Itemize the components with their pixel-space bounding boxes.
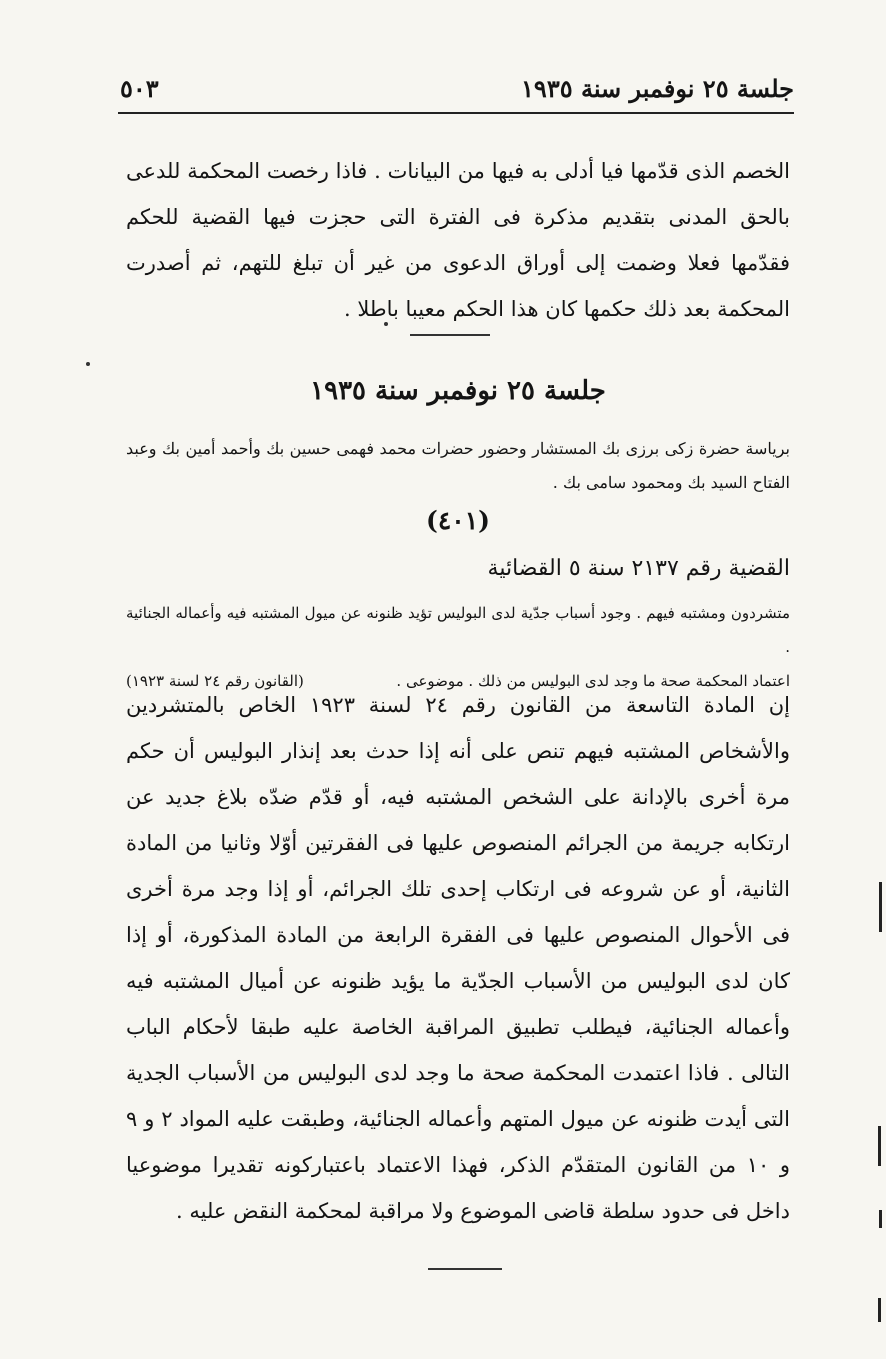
scan-edge-mark [878, 1298, 881, 1322]
case-number: (٤٠١) [426, 506, 490, 535]
print-speck [384, 322, 388, 326]
previous-judgment-paragraph: الخصم الذى قدّمها فيا أدلى به فيها من البيانات . فاذا رخصت المحكمة للدعى بالحق المدنى بتقديم مذكرة فى الفترة التى حجزت فيها القضية للحكم فقدّمها فعلا وضمت إلى أوراق الدعوى من غير أن تبلغ للتهم، ثم أصدرت المحكمة بعد ذلك حكمها كان هذا الحكم معيبا باطلا . [126, 159, 790, 321]
section-divider [410, 334, 490, 336]
case-reference: القضية رقم ٢١٣٧ سنة ٥ القضائية [487, 556, 790, 581]
running-header [120, 66, 794, 110]
end-divider [428, 1268, 502, 1270]
session-title: جلسة ٢٥ نوفمبر سنة ١٩٣٥ [310, 376, 606, 406]
header-rule [118, 112, 794, 114]
scan-edge-mark [878, 1126, 881, 1166]
headnote-line: متشردون ومشتبه فيهم . وجود أسباب جدّية لدى البوليس تؤيد ظنونه عن ميول المشتبه فيه وأعماله الجنائية . [126, 604, 790, 656]
judgment-paragraph: إن المادة التاسعة من القانون رقم ٢٤ لسنة ١٩٢٣ الخاص بالمتشردين والأشخاص المشتبه فيهم تنص على أنه إذا حدث بعد إنذار البوليس أن حكم مرة أخرى بالإدانة على الشخص المشتبه فيه، أو قدّم ضدّه بلاغ جديد عن ارتكابه جريمة من الجرائم المنصوص عليها فى الفقرتين أوّلا وثانيا من المادة الثانية، أو عن شروعه فى ارتكاب إحدى تلك الجرائم، أو إذا وجد مرة أخرى فى الأحوال المنصوص عليها فى الفقرة الرابعة من المادة المذكورة، أو إذا كان لدى البوليس من الأسباب الجدّية ما يؤيد ظنونه عن أميال المشتبه فيه وأعماله الجنائية، فيطلب تطبيق المراقبة الخاصة عليه طبقا لأحكام الباب التالى . فاذا اعتمدت المحكمة صحة ما وجد لدى البوليس من الأسباب الجدية التى أيدت ظنونه عن ميول المتهم وأعماله الجنائية، وطبقت عليه المواد ٢ و ٩ و ١٠ من القانون المتقدّم الذكر، فهذا الاعتماد باعتباركونه تقديرا موضوعيا داخل فى حدود سلطة قاضى الموضوع ولا مراقبة لمحكمة النقض عليه . [126, 693, 790, 1223]
print-speck [86, 362, 90, 366]
page-number: ٥٠٣ [120, 73, 159, 103]
running-title: جلسة ٢٥ نوفمبر سنة ١٩٣٥ [521, 73, 794, 103]
headnote-text: اعتماد المحكمة صحة ما وجد لدى البوليس من ذلك . موضوعى . [396, 672, 790, 690]
headnote-law-reference: (القانون رقم ٢٤ لسنة ١٩٢٣) [126, 672, 304, 690]
court-composition: برياسة حضرة زكى برزى بك المستشار وحضور حضرات محمد فهمى حسين بك وأحمد أمين بك وعبد الفتاح السيد بك ومحمود سامى بك . [126, 439, 790, 492]
scan-edge-mark [879, 1210, 882, 1228]
scan-edge-mark [879, 882, 882, 932]
